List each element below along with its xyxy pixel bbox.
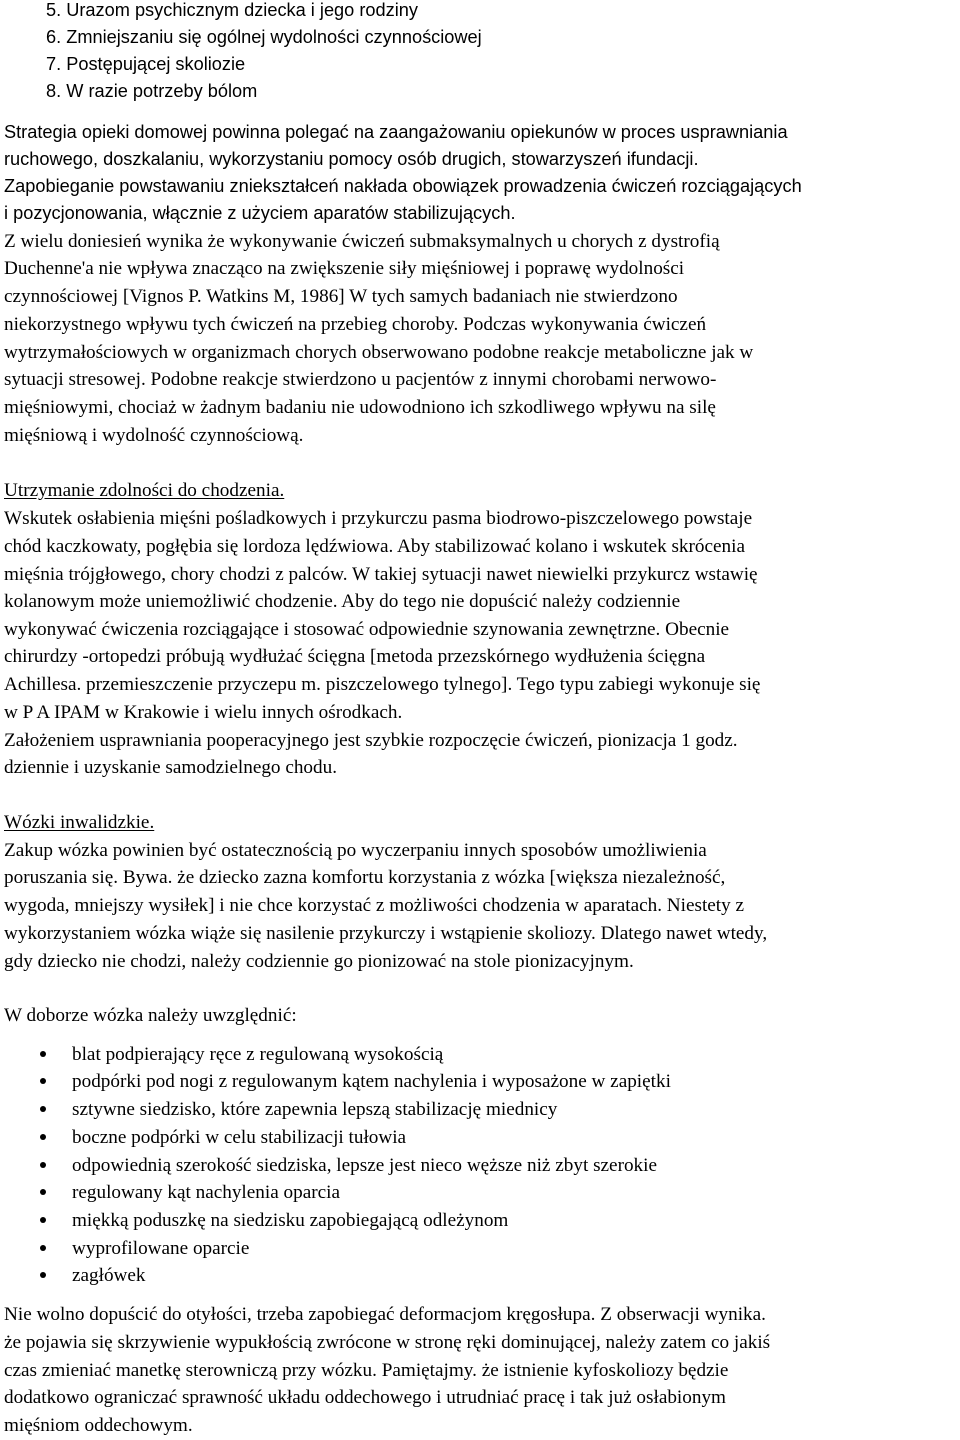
- list-item: 8. W razie potrzeby bólom: [46, 81, 258, 101]
- paragraph-line: niekorzystnego wpływu tych ćwiczeń na przebieg choroby. Podczas wykonywania ćwiczeń: [4, 314, 707, 335]
- bullet-marker: [40, 1245, 46, 1251]
- bullet-item: regulowany kąt nachylenia oparcia: [72, 1182, 340, 1203]
- bullet-marker: [40, 1217, 46, 1223]
- bullet-item: blat podpierający ręce z regulowaną wysokością: [72, 1044, 444, 1065]
- bullet-marker: [40, 1162, 46, 1168]
- bullet-marker: [40, 1078, 46, 1084]
- paragraph-line: dodatkowo ograniczać sprawność układu oddechowego i utrudniać pracę i tak już osłabionym: [4, 1387, 726, 1408]
- paragraph-line: że pojawia się skrzywienie wypukłością zwrócone w stronę ręki dominującej, należy zatem co jakiś: [4, 1332, 771, 1353]
- paragraph-line: Strategia opieki domowej powinna polegać na zaangażowaniu opiekunów w proces usprawniania: [4, 122, 788, 142]
- bullet-marker: [40, 1272, 46, 1278]
- paragraph-line: sytuacji stresowej. Podobne reakcje stwierdzono u pacjentów z innymi chorobami nerwowo-: [4, 369, 717, 390]
- paragraph-line: chód kaczkowaty, pogłębia się lordoza lędźwiowa. Aby stabilizować kolano i wskutek skrócenia: [4, 536, 745, 557]
- list-item: 7. Postępującej skoliozie: [46, 54, 246, 74]
- paragraph-line: Nie wolno dopuścić do otyłości, trzeba zapobiegać deformacjom kręgosłupa. Z obserwacji wynika.: [4, 1304, 766, 1325]
- bullet-marker: [40, 1106, 46, 1112]
- paragraph-line: w P A IPAM w Krakowie i wielu innych ośrodkach.: [4, 702, 403, 723]
- bullet-item: zagłówek: [72, 1265, 146, 1286]
- paragraph-line: wykonywać ćwiczenia rozciągające i stosować odpowiednie szynowania zewnętrzne. Obecnie: [4, 619, 730, 640]
- bullet-item: boczne podpórki w celu stabilizacji tułowia: [72, 1127, 407, 1148]
- paragraph-line: Zapobieganie powstawaniu zniekształceń nakłada obowiązek prowadzenia ćwiczeń rozciągających: [4, 176, 802, 196]
- paragraph-line: gdy dziecko nie chodzi, należy codziennie go pionizować na stole pionizacyjnym.: [4, 951, 634, 972]
- paragraph-line: chirurdzy -ortopedzi próbują wydłużać ścięgna [metoda przezskórnego wydłużenia ścięgna: [4, 646, 706, 667]
- bullet-item: miękką poduszkę na siedzisku zapobiegającą odleżynom: [72, 1210, 509, 1231]
- list-item: 5. Urazom psychicznym dziecka i jego rodziny: [46, 0, 418, 20]
- paragraph-line: ruchowego, doszkalaniu, wykorzystaniu pomocy osób drugich, stowarzyszeń ifundacji.: [4, 149, 699, 169]
- section-heading: Utrzymanie zdolności do chodzenia.: [4, 480, 285, 501]
- paragraph-line: Wskutek osłabienia mięśni pośladkowych i przykurczu pasma biodrowo-piszczelowego powstaje: [4, 508, 753, 529]
- paragraph-line: Z wielu doniesień wynika że wykonywanie ćwiczeń submaksymalnych u chorych z dystrofią: [4, 231, 720, 252]
- paragraph-line: Zakup wózka powinien być ostatecznością po wyczerpaniu innych sposobów umożliwienia: [4, 840, 707, 861]
- paragraph-line: mięśniową i wydolność czynnościową.: [4, 425, 304, 446]
- paragraph-line: kolanowym może uniemożliwić chodzenie. Aby do tego nie dopuścić należy codziennie: [4, 591, 681, 612]
- bullet-item: sztywne siedzisko, które zapewnia lepszą stabilizację miednicy: [72, 1099, 558, 1120]
- paragraph-line: czynnościowej [Vignos P. Watkins M, 1986] W tych samych badaniach nie stwierdzono: [4, 286, 678, 307]
- paragraph-line: dziennie i uzyskanie samodzielnego chodu.: [4, 757, 338, 778]
- section-heading: Wózki inwalidzkie.: [4, 812, 155, 833]
- bullet-marker: [40, 1134, 46, 1140]
- list-item: 6. Zmniejszaniu się ogólnej wydolności czynnościowej: [46, 27, 482, 47]
- paragraph-line: Założeniem usprawniania pooperacyjnego jest szybkie rozpoczęcie ćwiczeń, pionizacja 1 godz.: [4, 730, 738, 751]
- paragraph-line: wygoda, mniejszy wysiłek] i nie chce korzystać z możliwości chodzenia w aparatach. Niestety z: [4, 895, 745, 916]
- bullet-item: odpowiednią szerokość siedziska, lepsze jest nieco węższe niż zbyt szerokie: [72, 1155, 657, 1176]
- paragraph-line: mięśniom oddechowym.: [4, 1415, 193, 1436]
- paragraph-line: czas zmieniać manetkę sterowniczą przy wózku. Pamiętajmy. że istnienie kyfoskoliozy będzie: [4, 1360, 729, 1381]
- paragraph-line: mięśnia trójgłowego, chory chodzi z palców. W takiej sytuacji nawet niewielki przykurcz wstawię: [4, 564, 758, 585]
- paragraph-line: Achillesa. przemieszczenie przyczepu m. piszczelowego tylnego]. Tego typu zabiegi wykonuje się: [4, 674, 761, 695]
- paragraph-line: wytrzymałościowych w organizmach chorych obserwowano podobne reakcje metaboliczne jak w: [4, 342, 754, 363]
- list-intro: W doborze wózka należy uwzględnić:: [4, 1005, 297, 1026]
- bullet-marker: [40, 1189, 46, 1195]
- bullet-item: podpórki pod nogi z regulowanym kątem nachylenia i wyposażone w zapiętki: [72, 1071, 671, 1092]
- paragraph-line: wykorzystaniem wózka wiąże się nasilenie przykurczy i wstąpienie skoliozy. Dlatego nawet wtedy,: [4, 923, 768, 944]
- paragraph-line: i pozycjonowania, włącznie z użyciem aparatów stabilizujących.: [4, 203, 516, 223]
- paragraph-line: poruszania się. Bywa. że dziecko zazna komfortu korzystania z wózka [większa niezależność,: [4, 867, 726, 888]
- paragraph-line: Duchenne'a nie wpływa znacząco na zwiększenie siły mięśniowej i poprawę wydolności: [4, 258, 685, 279]
- paragraph-line: mięśniowymi, chociaż w żadnym badaniu nie udowodniono ich szkodliwego wpływu na silę: [4, 397, 716, 418]
- bullet-item: wyprofilowane oparcie: [72, 1238, 250, 1259]
- bullet-marker: [40, 1051, 46, 1057]
